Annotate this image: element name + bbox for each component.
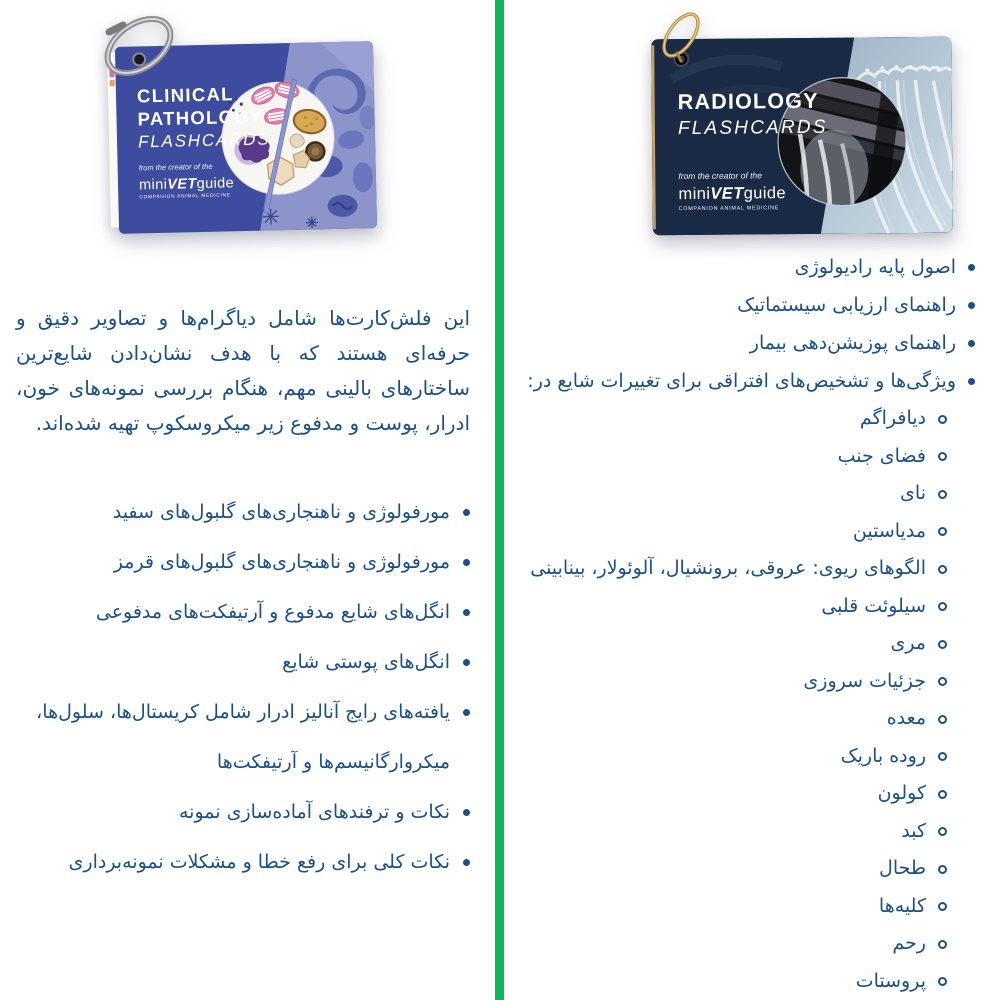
list-item: کلیه‌ها	[517, 888, 947, 926]
clinical-topics-list	[0, 487, 470, 887]
list-item: یافته‌های رایج آنالیز ادرار شامل کریستال‌ها، سلول‌ها، میکروارگانیسم‌ها و آرتیفکت‌ها	[0, 687, 470, 787]
bullet-icon	[463, 659, 470, 666]
list-item: پروستات	[517, 963, 947, 1000]
creator-note: from the creator of the	[678, 170, 763, 182]
hollow-bullet-icon	[938, 977, 947, 986]
hollow-bullet-icon	[938, 677, 947, 686]
hollow-bullet-icon	[938, 415, 947, 424]
card-title: RADIOLOGY	[677, 88, 819, 115]
list-item: سیلوئت قلبی	[517, 588, 947, 626]
list-item: اصول پایه رادیولوژی	[520, 248, 975, 286]
hollow-bullet-icon	[938, 452, 947, 461]
hollow-bullet-icon	[938, 865, 947, 874]
list-item: مری	[517, 625, 947, 663]
minivetguide-logo: miniVETguide	[678, 184, 787, 204]
list-item: انگل‌های پوستی شایع	[0, 637, 470, 687]
list-item: مورفولوژی و ناهنجاری‌های گلبول‌های سفید	[0, 487, 470, 537]
hollow-bullet-icon	[938, 715, 947, 724]
list-item: دیافراگم	[517, 400, 947, 438]
hollow-bullet-icon	[938, 790, 947, 799]
hollow-bullet-icon	[938, 640, 947, 649]
list-item: نای	[517, 475, 947, 513]
hollow-bullet-icon	[938, 565, 947, 574]
list-item: انگل‌های شایع مدفوع و آرتیفکت‌های مدفوعی	[0, 587, 470, 637]
list-item: طحال	[517, 850, 947, 888]
bullet-icon	[463, 559, 470, 566]
list-item: رحم	[517, 925, 947, 963]
hollow-bullet-icon	[938, 490, 947, 499]
hollow-bullet-icon	[938, 827, 947, 836]
creator-note: from the creator of the	[138, 161, 213, 173]
brand-tagline: COMPANION ANIMAL MEDICINE	[678, 205, 780, 213]
hollow-bullet-icon	[938, 602, 947, 611]
bullet-icon	[463, 609, 470, 616]
hollow-bullet-icon	[938, 940, 947, 949]
hollow-bullet-icon	[938, 527, 947, 536]
bullet-icon	[463, 859, 470, 866]
bullet-icon	[463, 709, 470, 716]
list-item: راهنمای ارزیابی سیستماتیک	[520, 286, 975, 324]
bullet-icon	[968, 340, 975, 347]
list-item: ویژگی‌ها و تشخیص‌های افتراقی برای تغییرات شایع در:	[520, 362, 975, 400]
list-item: فضای جنب	[517, 438, 947, 476]
bullet-icon	[463, 809, 470, 816]
list-item: مدیاستین	[517, 513, 947, 551]
bullet-icon	[968, 302, 975, 309]
list-item: روده باریک	[517, 738, 947, 776]
brand-tagline: COMPANION ANIMAL MEDICINE	[139, 193, 231, 201]
card-title: PATHOLOGY	[137, 105, 264, 130]
list-item: نکات و ترفندهای آماده‌سازی نمونه	[0, 787, 470, 837]
radiology-subtopics-list	[517, 400, 947, 1000]
card-subtitle: FLASHCARDS	[677, 116, 828, 140]
hollow-bullet-icon	[938, 752, 947, 761]
gold-binder-ring-icon	[647, 5, 717, 75]
list-item: کبد	[517, 813, 947, 851]
intro-paragraph: این فلش‌کارت‌ها شامل دیاگرام‌ها و تصاویر دقیق و حرفه‌ای هستند که با هدف نشان‌دادن شایع‌ترین ساختارهای بالینی مهم، هنگام بررسی نمونه‌های خون، ادرار، پوست و مدفوع زیر میکروسکوپ تهیه شده‌اند.	[16, 306, 470, 435]
bullet-icon	[968, 264, 975, 271]
list-item: جزئیات سروزی	[517, 663, 947, 701]
list-item: معده	[517, 700, 947, 738]
radiology-card-photo	[635, 5, 965, 245]
hollow-bullet-icon	[938, 902, 947, 911]
list-item: مورفولوژی و ناهنجاری‌های گلبول‌های قرمز	[0, 537, 470, 587]
bullet-icon	[968, 378, 975, 385]
card-title: CLINICAL	[136, 83, 234, 107]
bullet-icon	[463, 509, 470, 516]
radiology-topics-list	[520, 248, 975, 400]
card-subtitle: FLASHCARDS	[137, 129, 271, 152]
metal-binder-ring-icon	[91, 4, 191, 94]
vertical-divider	[495, 0, 504, 1000]
clinical-pathology-card-photo	[95, 8, 395, 248]
brand-block	[139, 161, 235, 200]
brand-block	[678, 170, 786, 212]
list-item: الگوهای ریوی: عروقی، برونشیال، آلوئولار، بینابینی	[517, 550, 947, 588]
list-item: کولون	[517, 775, 947, 813]
list-item: راهنمای پوزیشن‌دهی بیمار	[520, 324, 975, 362]
list-item: نکات کلی برای رفع خطا و مشکلات نمونه‌برداری	[0, 837, 470, 887]
card-title-block	[678, 88, 828, 141]
minivetguide-logo: miniVETguide	[138, 175, 235, 194]
